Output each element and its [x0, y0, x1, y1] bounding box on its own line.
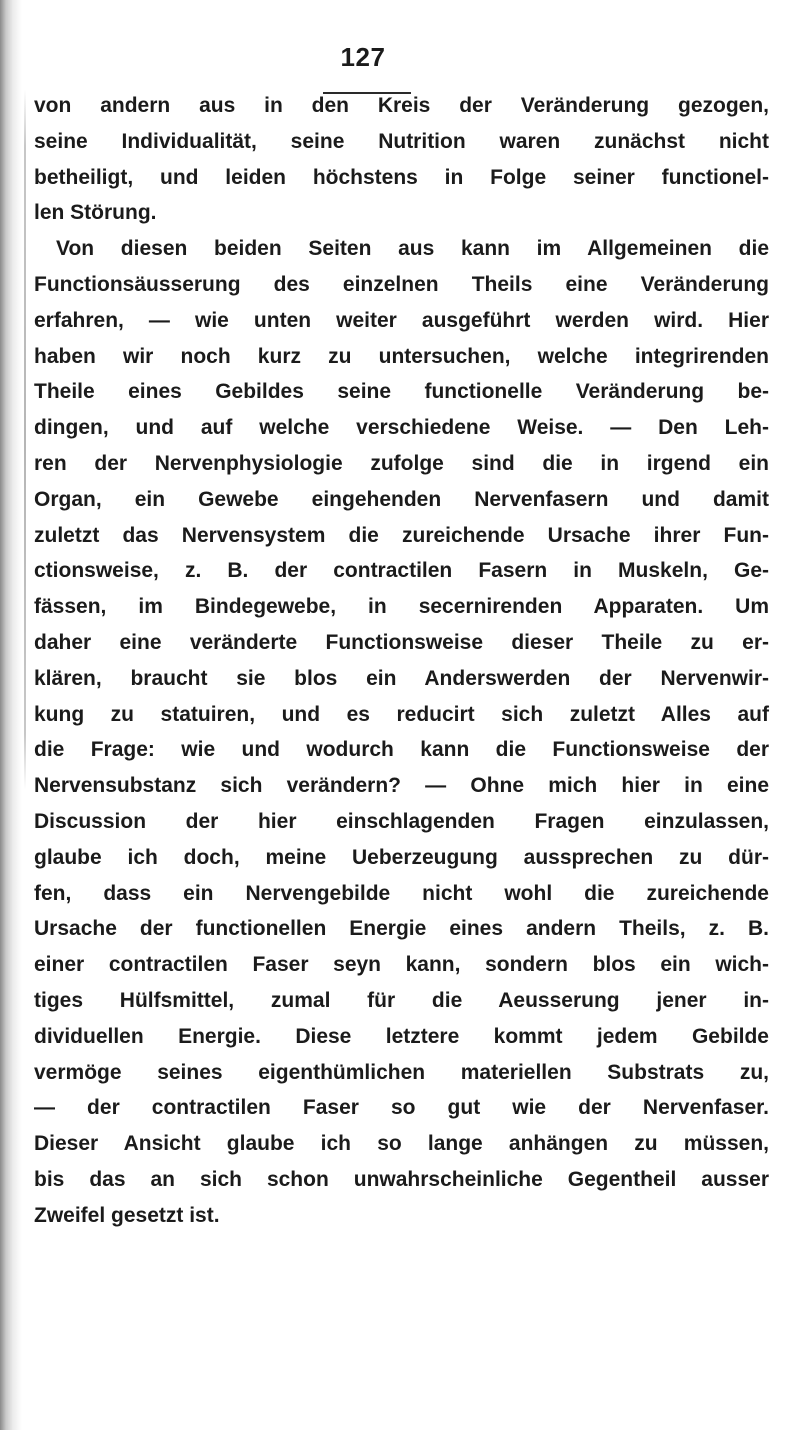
paragraph-1: [34, 88, 769, 231]
text-line: — der contractilen Faser so gut wie der Nervenfaser.: [34, 1096, 769, 1120]
text-line: Organ, ein Gewebe eingehenden Nervenfasern und damit: [34, 487, 769, 511]
text-line: vermöge seines eigenthümlichen materiellen Substrats zu,: [34, 1060, 769, 1084]
text-line: Ursache der functionellen Energie eines andern Theils, z. B.: [34, 917, 769, 941]
text-line: Zweifel gesetzt ist.: [34, 1203, 220, 1227]
text-line: ren der Nervenphysiologie zufolge sind die in irgend ein: [34, 451, 769, 475]
text-line: Discussion der hier einschlagenden Fragen einzulassen,: [34, 809, 769, 833]
text-line: dividuellen Energie. Diese letztere kommt jedem Gebilde: [34, 1024, 769, 1048]
text-line: glaube ich doch, meine Ueberzeugung aussprechen zu dür-: [34, 845, 769, 869]
text-line: len Störung.: [34, 201, 157, 225]
text-line: seine Individualität, seine Nutrition waren zunächst nicht: [34, 129, 769, 153]
body-text: [34, 88, 769, 1234]
text-line: Theile eines Gebildes seine functionelle Veränderung be-: [34, 380, 769, 404]
text-line: Dieser Ansicht glaube ich so lange anhängen zu müssen,: [34, 1132, 769, 1156]
text-line: von andern aus in den Kreis der Veränderung gezogen,: [34, 94, 769, 117]
binding-gutter: [24, 90, 26, 790]
text-line: daher eine veränderte Functionsweise dieser Theile zu er-: [34, 630, 769, 654]
text-line: zuletzt das Nervensystem die zureichende Ursache ihrer Fun-: [34, 523, 769, 547]
paragraph-2: [34, 231, 769, 1233]
page-number: 127: [340, 42, 386, 72]
text-line: fen, dass ein Nervengebilde nicht wohl die zureichende: [34, 881, 769, 905]
text-line: die Frage: wie und wodurch kann die Functionsweise der: [34, 738, 769, 762]
text-line: betheiligt, und leiden höchstens in Folge seiner functionel-: [34, 165, 769, 189]
text-line: dingen, und auf welche verschiedene Weise. — Den Leh-: [34, 416, 769, 440]
text-line: ctionsweise, z. B. der contractilen Fasern in Muskeln, Ge-: [34, 559, 769, 583]
text-line: bis das an sich schon unwahrscheinliche Gegentheil ausser: [34, 1167, 769, 1191]
text-line: fässen, im Bindegewebe, in secernirenden Apparaten. Um: [34, 595, 769, 619]
text-line: Functionsäusserung des einzelnen Theils eine Veränderung: [34, 272, 769, 296]
text-line: haben wir noch kurz zu untersuchen, welche integrirenden: [34, 344, 769, 368]
page-edge-shadow: [0, 0, 22, 1430]
text-line: tiges Hülfsmittel, zumal für die Aeusserung jener in-: [34, 988, 769, 1012]
text-line: kung zu statuiren, und es reducirt sich zuletzt Alles auf: [34, 702, 769, 726]
text-line: klären, braucht sie blos ein Anderswerden der Nervenwir-: [34, 666, 769, 690]
text-line: Nervensubstanz sich verändern? — Ohne mich hier in eine: [34, 774, 769, 798]
text-line: Von diesen beiden Seiten aus kann im Allgemeinen die: [56, 237, 769, 261]
text-line: erfahren, — wie unten weiter ausgeführt werden wird. Hier: [34, 308, 769, 332]
text-line: einer contractilen Faser seyn kann, sondern blos ein wich-: [34, 953, 769, 977]
